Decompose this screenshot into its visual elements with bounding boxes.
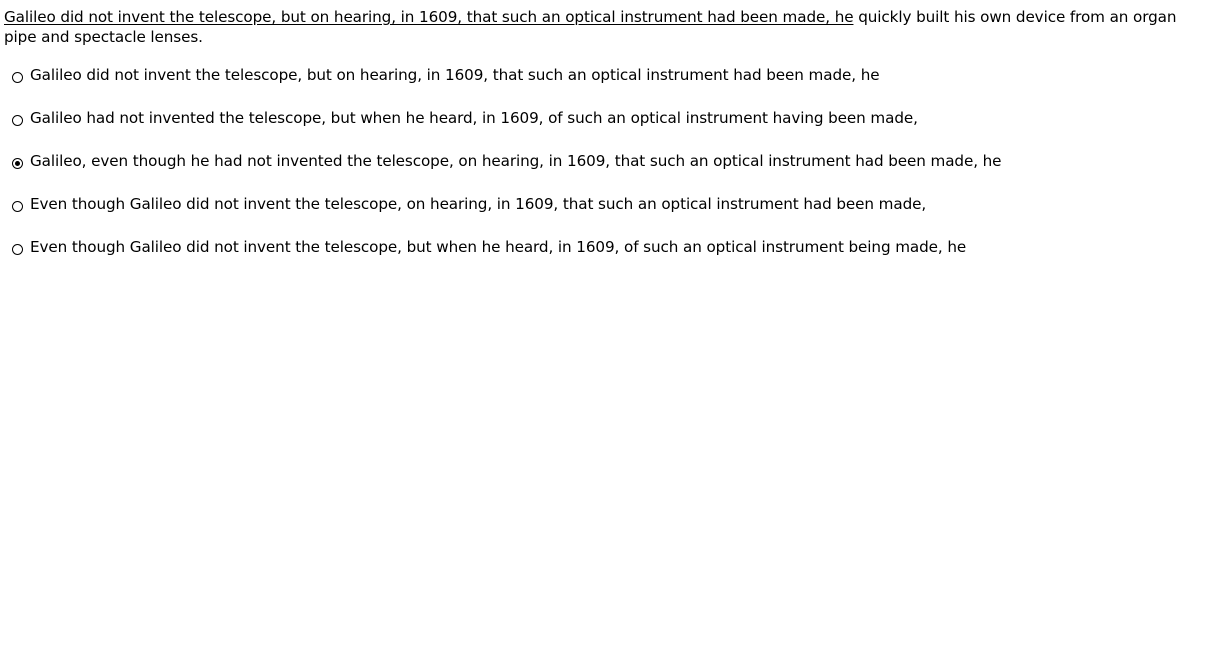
answer-option-b-label: Galileo had not invented the telescope, but when he heard, in 1609, of such an optical instrument having been made, xyxy=(30,109,918,127)
answer-option-e[interactable] xyxy=(11,236,1201,258)
answer-option-a-label: Galileo did not invent the telescope, but on hearing, in 1609, that such an optical instrument had been made, he xyxy=(30,66,880,84)
answer-option-a[interactable] xyxy=(11,64,1201,86)
question-rest-text: quickly built his own device from an organ pipe and spectacle lenses. xyxy=(4,8,1177,46)
answer-option-e-label: Even though Galileo did not invent the telescope, but when he heard, in 1609, of such an optical instrument being made, he xyxy=(30,238,967,256)
radio-button-d[interactable] xyxy=(12,201,23,212)
question-underlined-text: Galileo did not invent the telescope, but on hearing, in 1609, that such an optical instrument had been made, he xyxy=(4,8,854,26)
answer-option-b[interactable] xyxy=(11,107,1201,129)
answer-option-c-label: Galileo, even though he had not invented the telescope, on hearing, in 1609, that such an optical instrument had been made, he xyxy=(30,152,1002,170)
answer-options xyxy=(11,64,1201,279)
answer-option-d-label: Even though Galileo did not invent the telescope, on hearing, in 1609, that such an optical instrument had been made, xyxy=(30,195,927,213)
radio-button-b[interactable] xyxy=(12,115,23,126)
question-text xyxy=(4,7,1204,47)
radio-button-e[interactable] xyxy=(12,244,23,255)
radio-button-a[interactable] xyxy=(12,72,23,83)
answer-option-c[interactable] xyxy=(11,150,1201,172)
radio-button-c[interactable] xyxy=(12,158,23,169)
answer-option-d[interactable] xyxy=(11,193,1201,215)
